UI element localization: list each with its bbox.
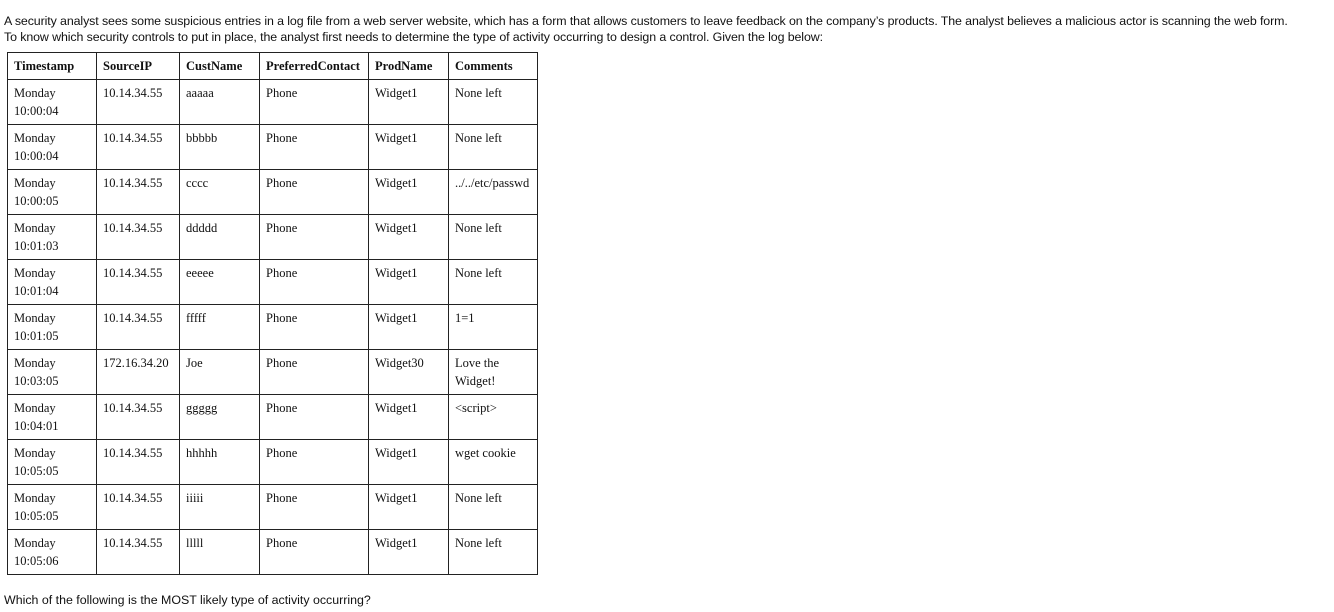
table-header-row bbox=[8, 53, 538, 80]
cell-cust-name: hhhhh bbox=[180, 440, 260, 485]
cell-prod-name: Widget1 bbox=[369, 260, 449, 305]
cell-cust-name: ggggg bbox=[180, 395, 260, 440]
cell-timestamp: Monday 10:03:05 bbox=[8, 350, 97, 395]
table-row bbox=[8, 305, 538, 350]
cell-timestamp: Monday 10:00:05 bbox=[8, 170, 97, 215]
cell-timestamp: Monday 10:01:04 bbox=[8, 260, 97, 305]
cell-comments: 1=1 bbox=[449, 305, 538, 350]
log-table-body bbox=[8, 80, 538, 575]
cell-timestamp: Monday 10:05:05 bbox=[8, 485, 97, 530]
header-prod-name: ProdName bbox=[369, 53, 449, 80]
cell-cust-name: Joe bbox=[180, 350, 260, 395]
cell-timestamp: Monday 10:05:06 bbox=[8, 530, 97, 575]
cell-preferred-contact: Phone bbox=[260, 170, 369, 215]
cell-preferred-contact: Phone bbox=[260, 80, 369, 125]
cell-prod-name: Widget1 bbox=[369, 305, 449, 350]
cell-timestamp: Monday 10:00:04 bbox=[8, 125, 97, 170]
table-row bbox=[8, 485, 538, 530]
header-timestamp: Timestamp bbox=[8, 53, 97, 80]
cell-timestamp: Monday 10:01:03 bbox=[8, 215, 97, 260]
cell-preferred-contact: Phone bbox=[260, 485, 369, 530]
cell-source-ip: 10.14.34.55 bbox=[97, 530, 180, 575]
cell-source-ip: 10.14.34.55 bbox=[97, 215, 180, 260]
table-row bbox=[8, 530, 538, 575]
cell-timestamp: Monday 10:01:05 bbox=[8, 305, 97, 350]
question-text: Which of the following is the MOST likely type of activity occurring? bbox=[4, 593, 371, 607]
cell-preferred-contact: Phone bbox=[260, 350, 369, 395]
cell-prod-name: Widget1 bbox=[369, 485, 449, 530]
cell-preferred-contact: Phone bbox=[260, 530, 369, 575]
table-row bbox=[8, 440, 538, 485]
cell-source-ip: 10.14.34.55 bbox=[97, 305, 180, 350]
cell-prod-name: Widget1 bbox=[369, 80, 449, 125]
cell-comments: None left bbox=[449, 485, 538, 530]
cell-timestamp: Monday 10:00:04 bbox=[8, 80, 97, 125]
cell-cust-name: bbbbb bbox=[180, 125, 260, 170]
cell-comments: Love the Widget! bbox=[449, 350, 538, 395]
cell-comments: None left bbox=[449, 530, 538, 575]
cell-comments: None left bbox=[449, 80, 538, 125]
cell-preferred-contact: Phone bbox=[260, 440, 369, 485]
cell-cust-name: iiiii bbox=[180, 485, 260, 530]
cell-source-ip: 10.14.34.55 bbox=[97, 485, 180, 530]
cell-preferred-contact: Phone bbox=[260, 215, 369, 260]
cell-source-ip: 10.14.34.55 bbox=[97, 395, 180, 440]
question-intro bbox=[4, 13, 1332, 45]
cell-timestamp: Monday 10:04:01 bbox=[8, 395, 97, 440]
cell-comments: None left bbox=[449, 215, 538, 260]
cell-source-ip: 10.14.34.55 bbox=[97, 260, 180, 305]
table-row bbox=[8, 80, 538, 125]
cell-cust-name: fffff bbox=[180, 305, 260, 350]
cell-preferred-contact: Phone bbox=[260, 260, 369, 305]
cell-source-ip: 10.14.34.55 bbox=[97, 170, 180, 215]
cell-source-ip: 10.14.34.55 bbox=[97, 125, 180, 170]
cell-prod-name: Widget30 bbox=[369, 350, 449, 395]
cell-comments: wget cookie bbox=[449, 440, 538, 485]
header-comments: Comments bbox=[449, 53, 538, 80]
cell-prod-name: Widget1 bbox=[369, 170, 449, 215]
cell-cust-name: cccc bbox=[180, 170, 260, 215]
cell-source-ip: 172.16.34.20 bbox=[97, 350, 180, 395]
intro-line-1: A security analyst sees some suspicious entries in a log file from a web server website, which has a form that allows customers to leave feedback on the company’s products. The analyst believes a malicious actor is scanning the web form. bbox=[4, 14, 1288, 28]
cell-cust-name: eeeee bbox=[180, 260, 260, 305]
cell-comments: None left bbox=[449, 260, 538, 305]
table-row bbox=[8, 215, 538, 260]
cell-preferred-contact: Phone bbox=[260, 125, 369, 170]
table-row bbox=[8, 125, 538, 170]
cell-cust-name: lllll bbox=[180, 530, 260, 575]
cell-preferred-contact: Phone bbox=[260, 395, 369, 440]
header-preferred-contact: PreferredContact bbox=[260, 53, 369, 80]
cell-comments: <script> bbox=[449, 395, 538, 440]
table-row bbox=[8, 260, 538, 305]
cell-prod-name: Widget1 bbox=[369, 530, 449, 575]
cell-comments: None left bbox=[449, 125, 538, 170]
cell-prod-name: Widget1 bbox=[369, 395, 449, 440]
cell-source-ip: 10.14.34.55 bbox=[97, 440, 180, 485]
cell-prod-name: Widget1 bbox=[369, 440, 449, 485]
header-cust-name: CustName bbox=[180, 53, 260, 80]
table-row bbox=[8, 395, 538, 440]
cell-preferred-contact: Phone bbox=[260, 305, 369, 350]
table-row bbox=[8, 350, 538, 395]
table-row bbox=[8, 170, 538, 215]
cell-cust-name: ddddd bbox=[180, 215, 260, 260]
intro-line-2: To know which security controls to put in place, the analyst first needs to determine the type of activity occurring to design a control. Given the log below: bbox=[4, 30, 823, 44]
log-table bbox=[7, 52, 538, 575]
cell-prod-name: Widget1 bbox=[369, 125, 449, 170]
cell-timestamp: Monday 10:05:05 bbox=[8, 440, 97, 485]
cell-prod-name: Widget1 bbox=[369, 215, 449, 260]
header-source-ip: SourceIP bbox=[97, 53, 180, 80]
cell-source-ip: 10.14.34.55 bbox=[97, 80, 180, 125]
cell-cust-name: aaaaa bbox=[180, 80, 260, 125]
cell-comments: ../../etc/passwd bbox=[449, 170, 538, 215]
